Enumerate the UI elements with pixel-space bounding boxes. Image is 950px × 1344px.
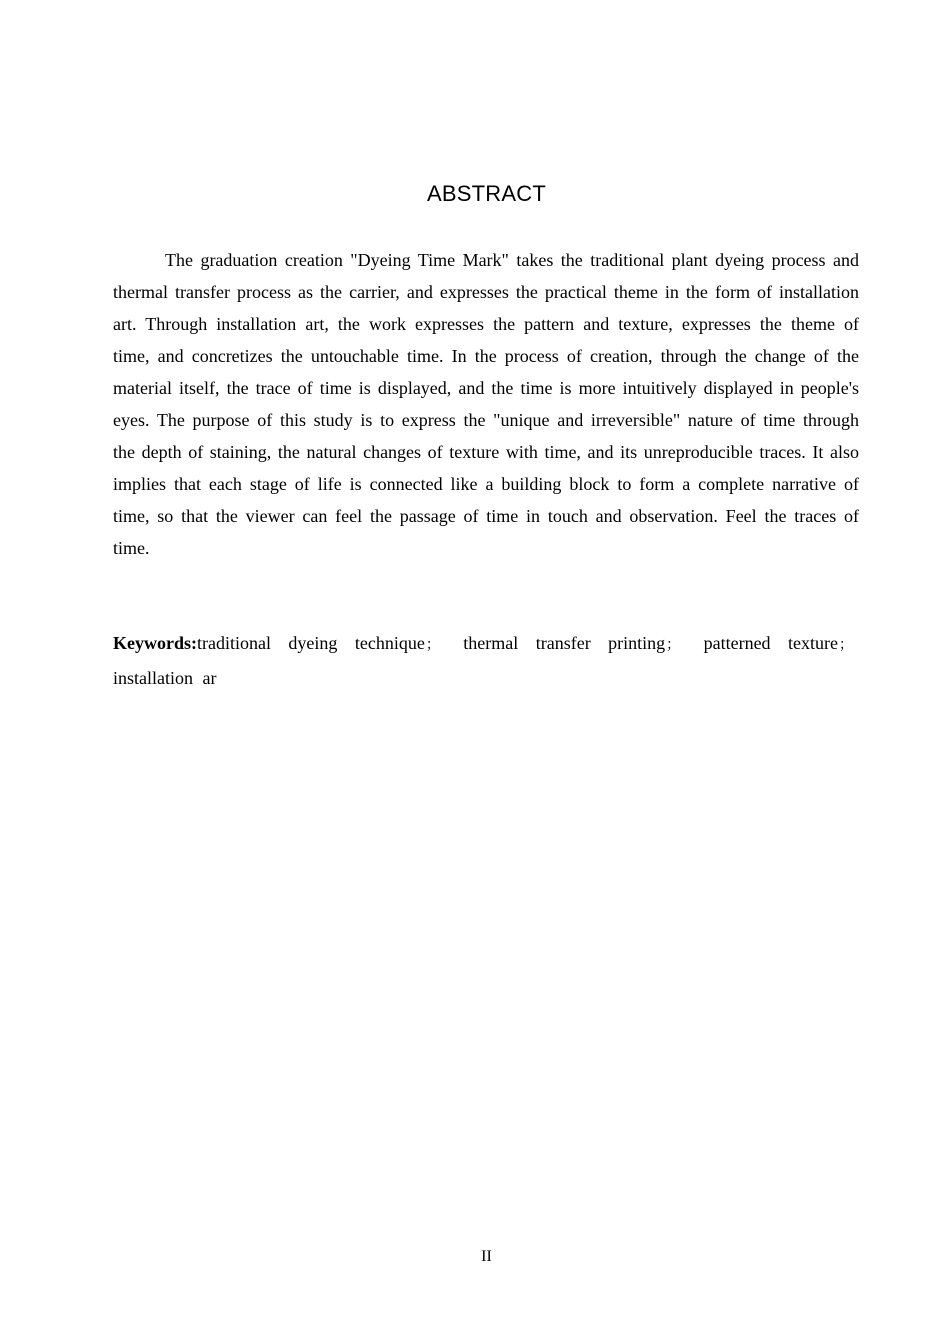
- keyword-item: patterned texture: [703, 633, 838, 653]
- keyword-separator: ；: [666, 638, 681, 653]
- keywords-label: Keywords:: [113, 633, 197, 653]
- keyword-separator: ；: [425, 638, 440, 653]
- keyword-item: installation ar: [113, 668, 217, 688]
- keywords-line: [113, 627, 859, 694]
- keyword-separator: ；: [838, 638, 853, 653]
- abstract-title: ABSTRACT: [427, 181, 546, 206]
- keyword-item: thermal transfer printing: [463, 633, 666, 653]
- abstract-paragraph: The graduation creation "Dyeing Time Mark" takes the traditional plant dyeing process and thermal transfer process as the carrier, and expresses the practical theme in the form of installation art. Through installation art, the work expresses the pattern and texture, expresses the theme of time, and concretizes the untouchable time. In the process of creation, through the change of the material itself, the trace of time is displayed, and the time is more intuitively displayed in people's eyes. The purpose of this study is to express the "unique and irreversible" nature of time through the depth of staining, the natural changes of texture with time, and its unreproducible traces. It also implies that each stage of life is connected like a building block to form a complete narrative of time, so that the viewer can feel the passage of time in touch and observation. Feel the traces of time.: [113, 250, 859, 558]
- keyword-item: traditional dyeing technique: [197, 633, 425, 653]
- page-number: II: [481, 1248, 492, 1265]
